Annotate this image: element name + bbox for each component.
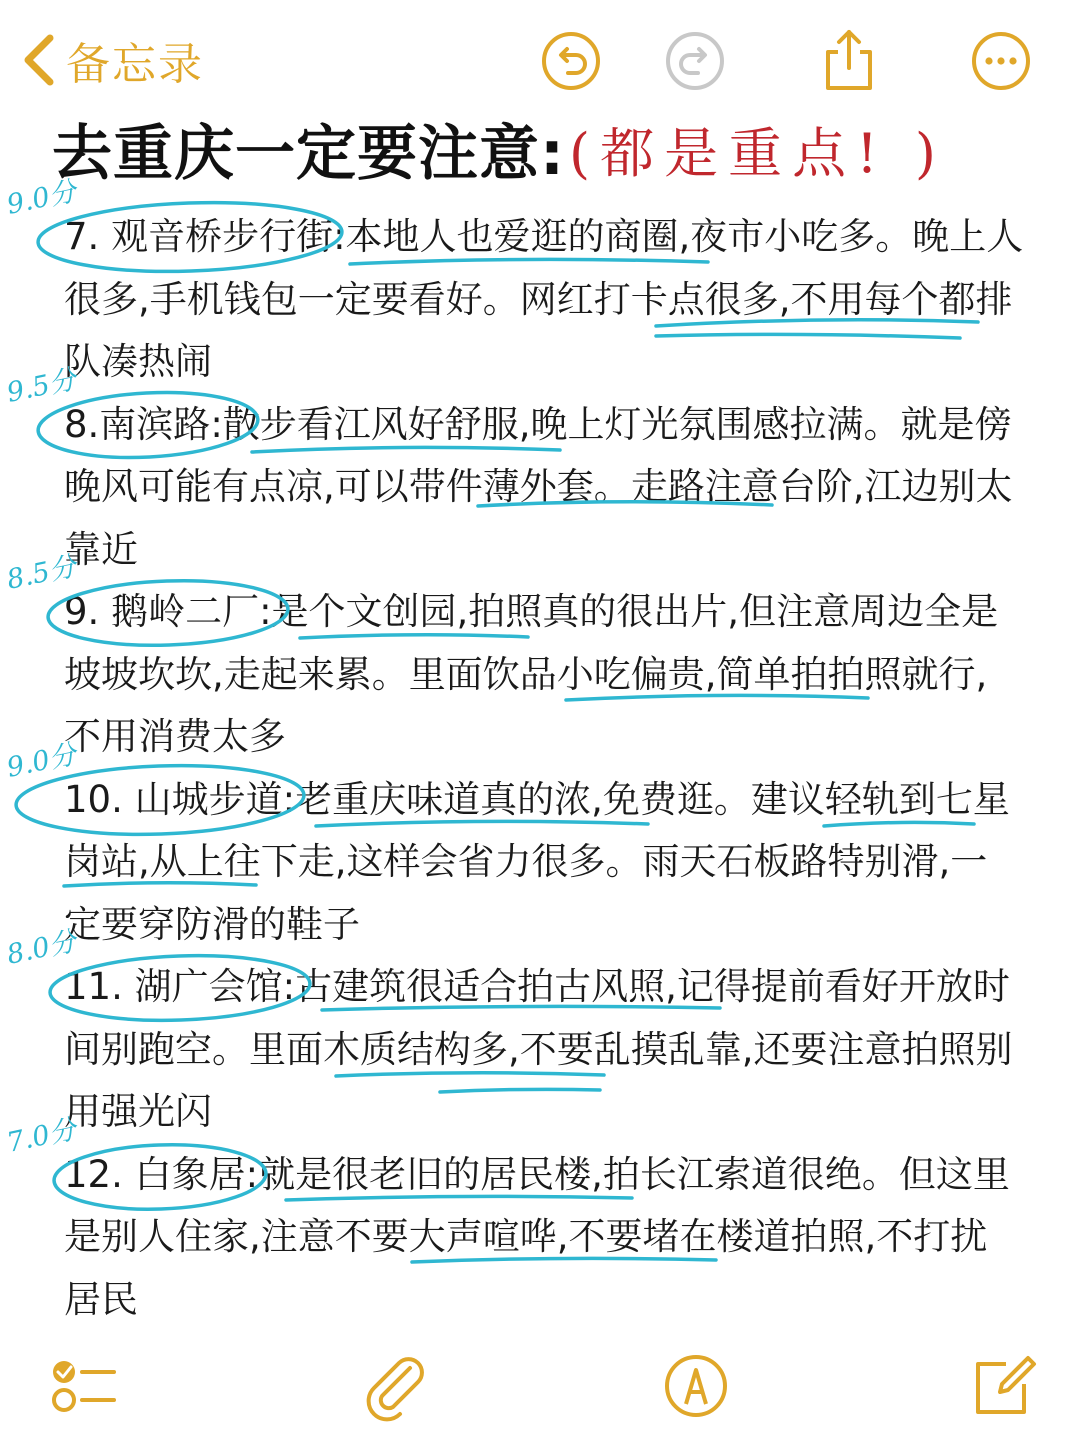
section-text: :是个文创园,拍照真的很出片,但注意周边全是坡坡坎坎,走起来累。里面饮品小吃偏贵,简单拍拍照就行,不用消费太多 bbox=[64, 590, 999, 758]
section-text: :散步看江风好舒服,晚上灯光氛围感拉满。就是傍晚风可能有点凉,可以带件薄外套。走路注意台阶,江边别太靠近 bbox=[64, 402, 1013, 571]
score-annotation: 9.5分 bbox=[4, 363, 80, 409]
checklist-icon[interactable] bbox=[48, 1350, 120, 1422]
list-item bbox=[4, 1113, 1024, 1332]
score-annotation: 9.0分 bbox=[4, 738, 80, 784]
score-annotation: 8.5分 bbox=[4, 551, 80, 596]
section-text: :老重庆味道真的浓,免费逛。建议轻轨到七星岗站,从上往下走,这样会省力很多。雨天石板路特别滑,一定要穿防滑的鞋子 bbox=[64, 777, 1010, 946]
markup-pen-icon[interactable] bbox=[660, 1350, 732, 1422]
chevron-left-icon bbox=[18, 30, 58, 90]
share-icon[interactable] bbox=[818, 26, 880, 94]
section-text: :就是很老旧的居民楼,拍长江索道很绝。但这里是别人住家,注意不要大声喧哗,不要堵在楼道拍照,不打扰居民 bbox=[64, 1152, 1010, 1321]
section-title: 11. 湖广会馆 bbox=[64, 965, 283, 1008]
note-body[interactable] bbox=[4, 176, 1024, 1331]
undo-icon[interactable] bbox=[540, 30, 602, 92]
section-title: 10. 山城步道 bbox=[64, 777, 283, 821]
back-button[interactable] bbox=[18, 28, 204, 92]
score-annotation: 8.0分 bbox=[4, 926, 80, 971]
section-text: :本地人也爱逛的商圈,夜市小吃多。晚上人很多,手机钱包一定要看好。网红打卡点很多,不用每个都排队凑热闹 bbox=[64, 215, 1024, 383]
note-title bbox=[52, 106, 1062, 196]
section-title: 9. 鹅岭二厂 bbox=[64, 590, 260, 633]
section-title: 7. 观音桥步行街 bbox=[64, 215, 334, 258]
paperclip-icon[interactable] bbox=[358, 1350, 430, 1422]
top-toolbar bbox=[0, 0, 1080, 120]
section-title: 12. 白象居 bbox=[64, 1152, 246, 1196]
more-icon[interactable] bbox=[970, 30, 1032, 92]
section-text: :古建筑很适合拍古风照,记得提前看好开放时间别跑空。里面木质结构多,不要乱摸乱靠,还要注意拍照别用强光闪 bbox=[64, 965, 1013, 1133]
back-label: 备忘录 bbox=[66, 39, 204, 90]
section-title: 8.南滨路 bbox=[64, 402, 211, 446]
redo-icon[interactable] bbox=[664, 30, 726, 92]
title-main: 去重庆一定要注意: bbox=[52, 119, 565, 189]
score-annotation: 7.0分 bbox=[4, 1113, 80, 1159]
compose-icon[interactable] bbox=[966, 1350, 1038, 1422]
handwritten-note: (都是重点! ) bbox=[569, 121, 946, 185]
score-annotation: 9.0分 bbox=[4, 176, 80, 221]
bottom-toolbar bbox=[0, 1340, 1080, 1440]
